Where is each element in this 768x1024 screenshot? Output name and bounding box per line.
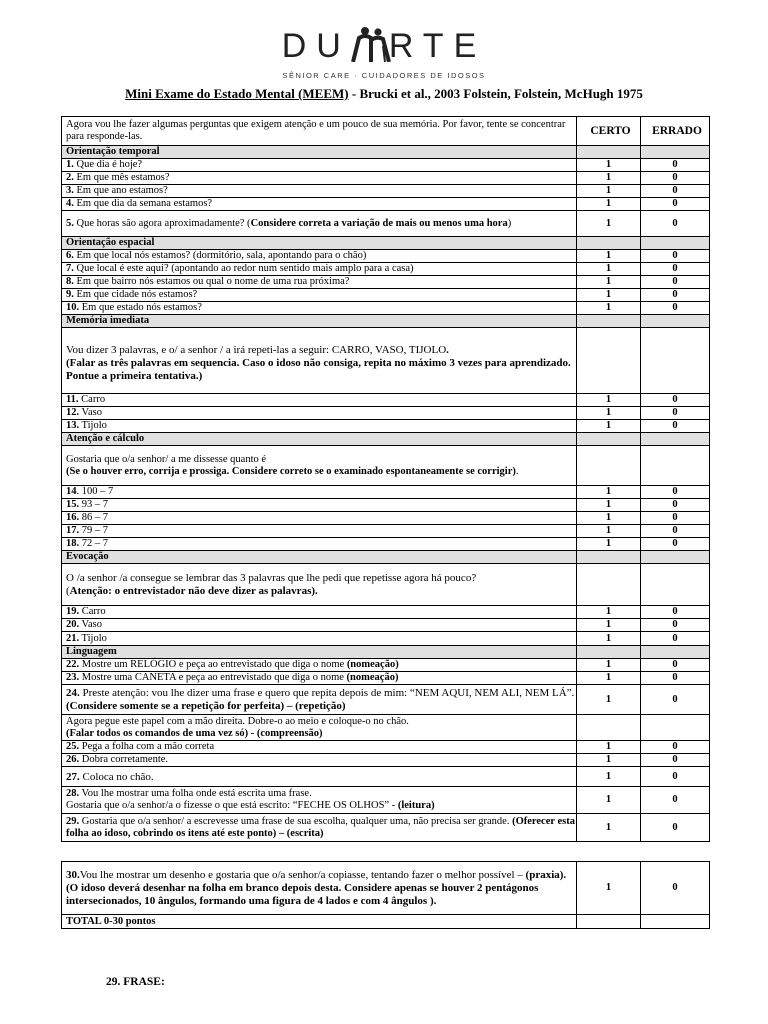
- table-row: [62, 198, 710, 211]
- item-note: (Considere somente se a repetição for perfeita) – (repetição): [66, 699, 346, 712]
- score-errado: 0: [641, 302, 710, 315]
- item-note: (Oferecer esta folha ao idoso, cobrindo os itens até este ponto) – (escrita): [66, 815, 575, 839]
- table-row: [62, 741, 710, 754]
- score-errado: 0: [641, 289, 710, 302]
- item-note: (praxia).: [525, 868, 567, 881]
- intro-text: Agora vou lhe fazer algumas perguntas que exigem atenção e um pouco de sua memória. Por favor, tente se concentrar para responde-las.: [62, 117, 577, 146]
- logo-word-left: DU: [281, 26, 351, 65]
- section-linguagem: Linguagem: [62, 646, 577, 659]
- score-certo: 1: [577, 420, 641, 433]
- table-row: [62, 632, 710, 646]
- table-row: [62, 606, 710, 619]
- score-errado: 0: [641, 741, 710, 754]
- table-row: [62, 394, 710, 407]
- logo-wordmark: [0, 26, 768, 70]
- item-number: 19.: [66, 606, 80, 617]
- score-certo: 1: [577, 250, 641, 263]
- score-errado: 0: [641, 250, 710, 263]
- score-certo: 1: [577, 276, 641, 289]
- col-errado: ERRADO: [641, 117, 710, 146]
- item-text: Tijolo: [79, 420, 107, 431]
- score-certo: 1: [577, 512, 641, 525]
- table-row: [62, 672, 710, 685]
- item-number: 29.: [66, 815, 80, 827]
- item-number: 12.: [66, 407, 80, 418]
- item-number: 24.: [66, 686, 80, 699]
- section-row: [62, 237, 710, 250]
- table-row: [62, 564, 710, 606]
- item-text-end: ): [507, 217, 512, 229]
- score-certo: 1: [577, 619, 641, 632]
- score-errado: 0: [641, 198, 710, 211]
- table-row: [62, 787, 710, 814]
- score-certo: 1: [577, 394, 641, 407]
- score-certo: 1: [577, 632, 641, 646]
- score-errado: 0: [641, 538, 710, 551]
- section-evocacao: Evocação: [62, 551, 577, 564]
- item-text: Preste atenção: vou lhe dizer uma frase e quero que repita depois de mim: “NEM AQUI, NEM ALI, NEM LÁ”.: [79, 686, 575, 699]
- total-row: [62, 915, 710, 929]
- score-certo: 1: [577, 407, 641, 420]
- score-certo: 1: [577, 538, 641, 551]
- score-certo: 1: [577, 486, 641, 499]
- table-row: [62, 685, 710, 715]
- item-number: 26.: [66, 754, 80, 765]
- section-memoria: Memória imediata: [62, 315, 577, 328]
- score-certo: 1: [577, 499, 641, 512]
- comandos-instruction: Agora pegue este papel com a mão direita. Dobre-o ao meio e coloque-o no chão.: [66, 715, 409, 727]
- item-text: Mostre um RELÓGIO e peça ao entrevistado que diga o nome: [79, 659, 347, 670]
- score-errado: 0: [641, 754, 710, 767]
- table-row: [62, 263, 710, 276]
- table-row: [62, 538, 710, 551]
- score-errado: 0: [641, 185, 710, 198]
- item-number: 13.: [66, 420, 80, 431]
- score-certo: 1: [577, 754, 641, 767]
- header-row: [62, 117, 710, 146]
- col-certo: CERTO: [577, 117, 641, 146]
- item-note: (nomeação): [346, 659, 399, 670]
- table-row: [62, 715, 710, 741]
- score-certo: 1: [577, 159, 641, 172]
- item-number: 20.: [66, 619, 80, 630]
- item-text: Vou lhe mostrar um desenho e gostaria que o/a senhor/a copiasse, tentando fazer o melhor possível –: [79, 868, 526, 881]
- item-text: 79 – 7: [79, 525, 108, 536]
- item-number: 7.: [66, 263, 74, 274]
- item-text: . 100 – 7: [76, 486, 114, 497]
- memoria-instruction: Vou dizer 3 palavras, e o/ a senhor / a irá repeti-las a seguir: CARRO, VASO, TIJOLO: [66, 344, 447, 356]
- item-text-2: Gostaria que o/a senhor/a o fizesse o que está escrito: “FECHE OS OLHOS” -: [66, 800, 398, 811]
- item-text: Coloca no chão.: [79, 770, 154, 783]
- table-row: [62, 512, 710, 525]
- score-errado: 0: [641, 486, 710, 499]
- item-text: Em que estado nós estamos?: [79, 302, 202, 313]
- item-text: Em que dia da semana estamos?: [73, 198, 213, 209]
- score-certo: 1: [577, 172, 641, 185]
- score-errado: 0: [641, 525, 710, 538]
- score-certo: 1: [577, 659, 641, 672]
- item-text: Em que local nós estamos? (dormitório, sala, apontando para o chão): [73, 250, 367, 261]
- score-certo: 1: [577, 525, 641, 538]
- score-certo: 1: [577, 606, 641, 619]
- total-label: TOTAL 0-30 pontos: [62, 915, 577, 929]
- atencao-dot: .: [515, 465, 519, 477]
- item-number: 23.: [66, 672, 80, 683]
- score-certo: 1: [577, 211, 641, 237]
- table-row: [62, 659, 710, 672]
- table-row: [62, 525, 710, 538]
- logo: [0, 26, 768, 80]
- score-errado: 0: [641, 672, 710, 685]
- item-number: 15.: [66, 499, 80, 510]
- item-text: Vaso: [79, 407, 102, 418]
- logo-word-right: RTE: [388, 26, 487, 65]
- section-temporal: Orientação temporal: [62, 146, 577, 159]
- item-text: Gostaria que o/a senhor/ a escrevesse uma frase de sua escolha, qualquer uma, não precisa ser grande.: [79, 815, 513, 827]
- item-text: 86 – 7: [79, 512, 108, 523]
- memoria-note: (Falar as três palavras em sequencia. Caso o idoso não consiga, repita no máximo 3 vezes para aprendizado. Pontue a primeira tentativa.): [66, 357, 571, 382]
- logo-subtitle: SÊNIOR CARE · CUIDADORES DE IDOSOS: [282, 71, 486, 80]
- item-number: 22.: [66, 659, 80, 670]
- atencao-instruction: Gostaria que o/a senhor/ a me dissesse quanto é: [66, 453, 267, 465]
- item-number: 1.: [66, 159, 74, 170]
- item-number: 11.: [66, 394, 79, 405]
- frase-label: 29. FRASE:: [106, 976, 165, 988]
- item-text: Dobra corretamente.: [79, 754, 169, 765]
- score-errado: 0: [641, 767, 710, 787]
- section-atencao: Atenção e cálculo: [62, 433, 577, 446]
- meem-table-praxia: [61, 861, 710, 929]
- table-row: [62, 250, 710, 263]
- table-row: [62, 814, 710, 842]
- score-errado: 0: [641, 814, 710, 842]
- score-errado: 0: [641, 420, 710, 433]
- item-text: Carro: [79, 606, 106, 617]
- section-row: [62, 146, 710, 159]
- section-row: [62, 551, 710, 564]
- score-errado: 0: [641, 659, 710, 672]
- evocacao-note: Atenção: o entrevistador não deve dizer as palavras).: [69, 584, 318, 597]
- score-errado: 0: [641, 787, 710, 814]
- score-certo: 1: [577, 787, 641, 814]
- item-note: Considere correta a variação de mais ou menos uma hora: [250, 217, 508, 229]
- score-errado: 0: [641, 276, 710, 289]
- score-errado: 0: [641, 263, 710, 276]
- score-errado: 0: [641, 499, 710, 512]
- score-certo: 1: [577, 302, 641, 315]
- section-row: [62, 433, 710, 446]
- table-row: [62, 211, 710, 237]
- score-certo: 1: [577, 672, 641, 685]
- score-certo: 1: [577, 263, 641, 276]
- title-rest: - Brucki et al., 2003 Folstein, Folstein, McHugh 1975: [348, 86, 643, 101]
- score-certo: 1: [577, 862, 641, 915]
- item-text: Que local é este aqui? (apontando ao redor num sentido mais amplo para a casa): [73, 263, 414, 274]
- item-text: Que dia é hoje?: [73, 159, 143, 170]
- item-number: 18.: [66, 538, 80, 549]
- item-note: (nomeação): [346, 672, 399, 683]
- table-row: [62, 446, 710, 486]
- score-certo: 1: [577, 741, 641, 754]
- score-certo: 1: [577, 198, 641, 211]
- item-number: 8.: [66, 276, 74, 287]
- item-number: 4.: [66, 198, 74, 209]
- score-errado: 0: [641, 685, 710, 715]
- page-title: [0, 86, 768, 102]
- score-certo: 1: [577, 814, 641, 842]
- item-number: 28.: [66, 788, 80, 799]
- score-certo: 1: [577, 685, 641, 715]
- item-text: Em que bairro nós estamos ou qual o nome de uma rua próxima?: [73, 276, 350, 287]
- table-row: [62, 420, 710, 433]
- table-row: [62, 289, 710, 302]
- atencao-note: (Se o houver erro, corrija e prossiga. Considere correto se o examinado espontaneamente se corrigir): [66, 465, 516, 477]
- evocacao-instruction: O /a senhor /a consegue se lembrar das 3 palavras que lhe pedi que repetisse agora há pouco?: [66, 571, 477, 584]
- section-espacial: Orientação espacial: [62, 237, 577, 250]
- item-note-2: (O idoso deverá desenhar na folha em branco depois desta. Considere apenas se houver 2 pentágonos intersecionados, 10 ângulos, formando uma figura de 4 lados e com 4 ângulos ).: [66, 881, 539, 907]
- table-row: [62, 619, 710, 632]
- section-row: [62, 315, 710, 328]
- logo-couple-icon: [349, 26, 393, 70]
- item-text: Mostre uma CANETA e peça ao entrevistado que diga o nome: [79, 672, 347, 683]
- item-number: 3.: [66, 185, 74, 196]
- table-row: [62, 276, 710, 289]
- item-text: Em que mês estamos?: [73, 172, 170, 183]
- score-errado: 0: [641, 172, 710, 185]
- table-row: [62, 159, 710, 172]
- table-row: [62, 407, 710, 420]
- item-number: 16.: [66, 512, 80, 523]
- score-errado: 0: [641, 159, 710, 172]
- score-errado: 0: [641, 394, 710, 407]
- memoria-dot: .: [446, 344, 449, 356]
- table-row: [62, 302, 710, 315]
- score-errado: 0: [641, 407, 710, 420]
- item-number: 25.: [66, 741, 80, 752]
- item-number: 9.: [66, 289, 74, 300]
- item-number: 14: [66, 486, 77, 497]
- item-text: 93 – 7: [79, 499, 108, 510]
- item-text: Carro: [78, 394, 106, 405]
- item-number: 27.: [66, 770, 80, 783]
- item-number: 30.: [66, 868, 80, 881]
- score-errado: 0: [641, 619, 710, 632]
- item-text: Em que ano estamos?: [73, 185, 168, 196]
- evocacao-paren: (: [66, 584, 70, 597]
- item-text: 72 – 7: [79, 538, 108, 549]
- score-errado: 0: [641, 632, 710, 646]
- meem-table: [61, 116, 710, 842]
- table-row: [62, 754, 710, 767]
- item-text: Pega a folha com a mão correta: [79, 741, 215, 752]
- item-number: 21.: [66, 632, 80, 644]
- score-errado: 0: [641, 606, 710, 619]
- comandos-note: (Falar todos os comandos de uma vez só) - (compreensão): [66, 727, 323, 739]
- item-note: (leitura): [397, 800, 435, 811]
- score-certo: 1: [577, 289, 641, 302]
- item-number: 10.: [66, 302, 80, 313]
- table-row: [62, 328, 710, 394]
- item-number: 2.: [66, 172, 74, 183]
- section-row: [62, 646, 710, 659]
- table-row: [62, 862, 710, 915]
- title-main: Mini Exame do Estado Mental (MEEM): [125, 86, 349, 101]
- table-row: [62, 172, 710, 185]
- score-errado: 0: [641, 862, 710, 915]
- score-errado: 0: [641, 211, 710, 237]
- item-text: Que horas são agora aproximadamente? (: [73, 217, 251, 229]
- item-number: 17.: [66, 525, 80, 536]
- table-row: [62, 767, 710, 787]
- item-text: Em que cidade nós estamos?: [73, 289, 198, 300]
- score-errado: 0: [641, 512, 710, 525]
- score-certo: 1: [577, 185, 641, 198]
- table-row: [62, 499, 710, 512]
- table-row: [62, 185, 710, 198]
- item-text: Vaso: [79, 619, 102, 630]
- item-text: Vou lhe mostrar uma folha onde está escrita uma frase.: [79, 788, 312, 799]
- item-text: Tijolo: [79, 632, 107, 644]
- table-row: [62, 486, 710, 499]
- score-certo: 1: [577, 767, 641, 787]
- item-number: 6.: [66, 250, 74, 261]
- item-number: 5.: [66, 217, 74, 229]
